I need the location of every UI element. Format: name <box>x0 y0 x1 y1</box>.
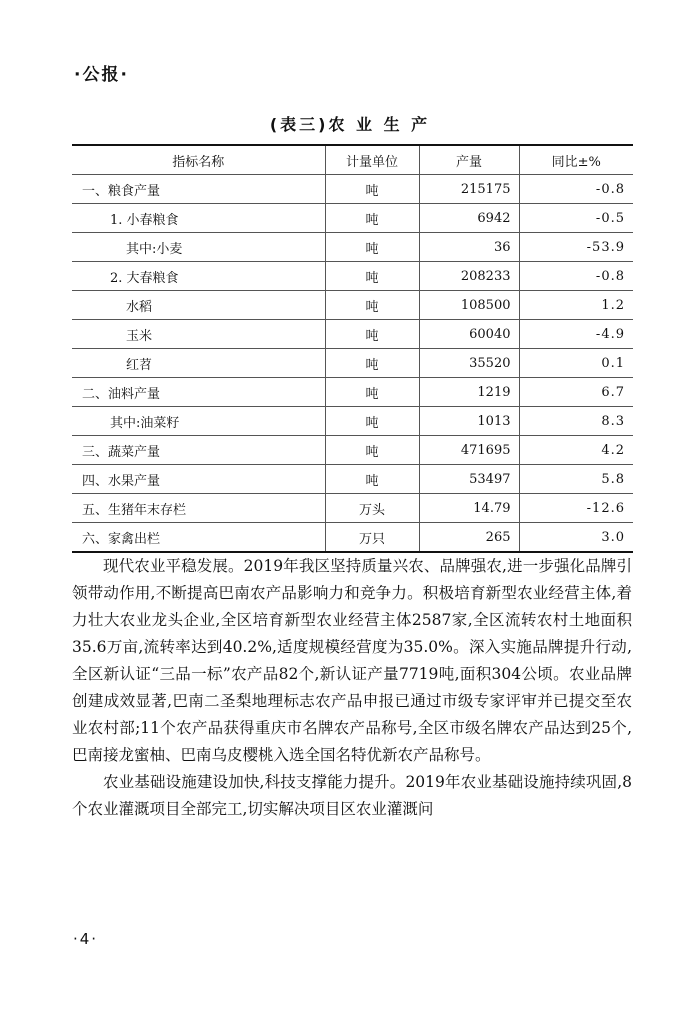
agricultural-production-table <box>72 144 633 553</box>
row-yoy-change: -0.8 <box>519 262 633 291</box>
row-indicator-name: 其中:油菜籽 <box>72 407 325 436</box>
table-row <box>72 204 633 233</box>
row-output-value: 471695 <box>419 436 519 465</box>
row-indicator-name: 2. 大春粮食 <box>72 262 325 291</box>
row-output-value: 36 <box>419 233 519 262</box>
row-output-value: 6942 <box>419 204 519 233</box>
row-unit: 吨 <box>325 378 419 407</box>
row-output-value: 215175 <box>419 175 519 204</box>
row-unit: 吨 <box>325 320 419 349</box>
row-indicator-name: 三、蔬菜产量 <box>72 436 325 465</box>
row-unit: 吨 <box>325 436 419 465</box>
column-header-output: 产量 <box>419 145 519 175</box>
column-header-unit: 计量单位 <box>325 145 419 175</box>
table-row <box>72 349 633 378</box>
row-yoy-change: 5.8 <box>519 465 633 494</box>
row-output-value: 1013 <box>419 407 519 436</box>
row-indicator-name: 二、油料产量 <box>72 378 325 407</box>
row-yoy-change: -4.9 <box>519 320 633 349</box>
column-header-yoy-change: 同比±% <box>519 145 633 175</box>
table-row <box>72 262 633 291</box>
row-indicator-name: 水稻 <box>72 291 325 320</box>
row-output-value: 1219 <box>419 378 519 407</box>
table-row <box>72 378 633 407</box>
row-unit: 吨 <box>325 349 419 378</box>
row-indicator-name: 五、生猪年末存栏 <box>72 494 325 523</box>
row-indicator-name: 1. 小春粮食 <box>72 204 325 233</box>
row-output-value: 108500 <box>419 291 519 320</box>
row-output-value: 35520 <box>419 349 519 378</box>
row-yoy-change: -0.5 <box>519 204 633 233</box>
row-unit: 万头 <box>325 494 419 523</box>
row-yoy-change: 4.2 <box>519 436 633 465</box>
body-text <box>72 553 632 823</box>
row-output-value: 208233 <box>419 262 519 291</box>
table-row <box>72 291 633 320</box>
row-indicator-name: 其中:小麦 <box>72 233 325 262</box>
row-output-value: 53497 <box>419 465 519 494</box>
table-row <box>72 407 633 436</box>
row-indicator-name: 六、家禽出栏 <box>72 523 325 553</box>
bulletin-header-mark: ·公报· <box>74 65 129 85</box>
table-row <box>72 320 633 349</box>
table-row <box>72 233 633 262</box>
row-yoy-change: -53.9 <box>519 233 633 262</box>
row-output-value: 265 <box>419 523 519 553</box>
row-unit: 吨 <box>325 233 419 262</box>
table-row <box>72 465 633 494</box>
table-row <box>72 494 633 523</box>
table-row <box>72 523 633 553</box>
table-title: (表三)农 业 生 产 <box>269 115 431 134</box>
row-unit: 万只 <box>325 523 419 553</box>
row-output-value: 60040 <box>419 320 519 349</box>
paragraph-infrastructure: 农业基础设施建设加快,科技支撑能力提升。2019年农业基础设施持续巩固,8个农业灌溉项目全部完工,切实解决项目区农业灌溉问 <box>72 773 632 818</box>
table-row <box>72 436 633 465</box>
row-yoy-change: 0.1 <box>519 349 633 378</box>
table-header-row <box>72 145 633 175</box>
table-row <box>72 175 633 204</box>
row-unit: 吨 <box>325 204 419 233</box>
row-indicator-name: 红苕 <box>72 349 325 378</box>
paragraph-modern-agriculture: 现代农业平稳发展。2019年我区坚持质量兴农、品牌强农,进一步强化品牌引领带动作用,不断提高巴南农产品影响力和竞争力。积极培育新型农业经营主体,着力壮大农业龙头企业,全区培育新型农业经营主体2587家,全区流转农村土地面积35.6万亩,流转率达到40.2%,适度规模经营度为35.0%。深入实施品牌提升行动,全区新认证“三品一标”农产品82个,新认证产量7719吨,面积304公顷。农业品牌创建成效显著,巴南二圣梨地理标志农产品申报已通过市级专家评审并已提交至农业农村部;11个农产品获得重庆市名牌农产品称号,全区市级名牌农产品达到25个,巴南接龙蜜柚、巴南乌皮樱桃入选全国名特优新农产品称号。 <box>72 557 632 764</box>
row-unit: 吨 <box>325 407 419 436</box>
row-unit: 吨 <box>325 291 419 320</box>
row-unit: 吨 <box>325 262 419 291</box>
row-unit: 吨 <box>325 465 419 494</box>
row-output-value: 14.79 <box>419 494 519 523</box>
row-yoy-change: 1.2 <box>519 291 633 320</box>
row-indicator-name: 四、水果产量 <box>72 465 325 494</box>
row-indicator-name: 玉米 <box>72 320 325 349</box>
column-header-indicator: 指标名称 <box>72 145 325 175</box>
page-number: ·4· <box>73 930 99 948</box>
row-yoy-change: 6.7 <box>519 378 633 407</box>
row-yoy-change: 3.0 <box>519 523 633 553</box>
row-yoy-change: -12.6 <box>519 494 633 523</box>
row-yoy-change: -0.8 <box>519 175 633 204</box>
row-yoy-change: 8.3 <box>519 407 633 436</box>
row-unit: 吨 <box>325 175 419 204</box>
row-indicator-name: 一、粮食产量 <box>72 175 325 204</box>
